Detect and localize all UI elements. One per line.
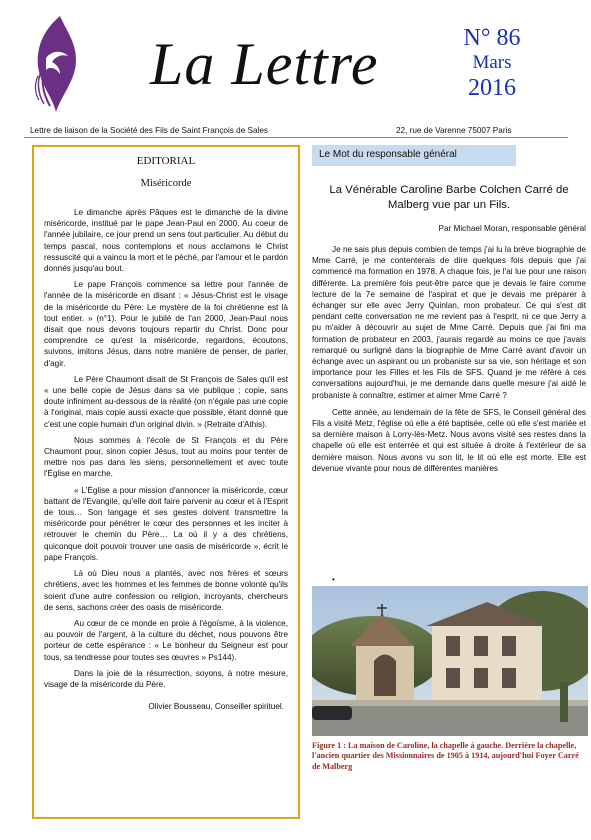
editorial-paragraph: Le dimanche après Pâques est le dimanche de la divine miséricorde, institué par le pape Jean-Paul en 2000. Au coeur de l'année jubilaire, ce jour prend un sens tout particulier. Au début du temps pascal, nous contemplons et nous acclamons le Christ ressuscité qui a vaincu la mort et le péché, par l'amour et le pardon donnés jusqu'au bout. — [44, 208, 288, 274]
issue-number: N° 86 — [463, 25, 521, 51]
masthead-title: La Lettre — [150, 31, 379, 97]
header-divider — [24, 137, 568, 138]
society-address: 22, rue de Varenne 75007 Paris — [396, 126, 512, 135]
issue-info — [452, 24, 532, 102]
editorial-paragraph: Au cœur de ce monde en proie à l'égoïsme, à la violence, au pouvoir de l'argent, à la culture du déchet, nous pouvons être porteur de cette espérance : « Le bonheur du Seigneur est pour tous, sa tendresse pour toutes ses œuvres » Ps144). — [44, 618, 288, 662]
editorial-subtitle: Miséricorde — [140, 178, 192, 189]
editorial-paragraph: « L'Église a pour mission d'annoncer la miséricorde, cœur battant de l'Evangile, qu'elle doit faire parvenir au cœur et à l'Esprit de tous… Son langage et ses gestes doivent transmettre la miséricorde pour pénétrer le cœur des personnes et les inciter à retrouver le chemin du Père… La où il y a des chrétiens, quiconque doit pouvoir trouver une oasis de miséricorde », écrit le pape François. — [44, 485, 288, 562]
issue-year: 2016 — [468, 75, 516, 101]
photo-caption: Figure 1 : La maison de Caroline, la chapelle à gauche. Derrière la chapelle, l'ancien quartier des Missionnaires de 1905 à 1914, aujourd'hui Foyer Carré de Malberg — [312, 741, 579, 771]
society-subtitle: Lettre de liaison de la Société des Fils de Saint François de Sales — [30, 126, 269, 135]
house-and-chapel-photo — [312, 586, 588, 736]
section-label: Le Mot du responsable général — [312, 145, 516, 166]
article-paragraph: Je ne sais plus depuis combien de temps j'ai lu la brève biographie de Mme Carré, je me contenterais de dire quelques fois depuis que j'ai commencé ma formation en 1978. A chaque fois, je l'ai lue pour une raison différente. La première fois peut-être parce que je devais le faire comme lecture de la 7e semaine de l'aspirat et que je devais me préparer à échanger sur elle avec Jerry Quinlan, mon probateur. Ce qui s'est dit pendant cette conversation ne me revient pas à l'esprit, ni ce que Jerry a pu m'aider à découvrir au sujet de Mme Carré. Depuis que j'ai fini ma formation de probateur en 2003, j'aurais regardé au moins ce que j'avais remarqué ou surligné dans la biographie de Mme Carré avant d'avoir un échange avec un aspirant ou un probaniste sur sa vie, son héritage et son importance pour les Filles et les Fils de SFS. Quand je me réfère à ces conversations aujourd'hui, je me demande dans quelle mesure j'ai aidé le probaniste à connaître, estimer et aimer Mme Carré ? — [312, 245, 586, 400]
list-bullet: • — [332, 575, 335, 584]
editorial-box — [32, 145, 300, 819]
article-paragraph: Cette année, au lendemain de la fête de SFS, le Conseil général des Fils a visité Metz, l'église où elle a été baptisée, celle où elle s'est mariée et sa dernière maison à Lorry-lès-Metz. Nous avons visité ses restes dans la chapelle où elle est enterrée et qui est située à droite à l'extérieur de sa dernière maison. Nous avons vu son lit, le lit où elle est morte. Elle est devenue vivante pour nous de différentes manières — [312, 407, 586, 473]
editorial-paragraph: Le Père Chaumont disait de St François de Sales qu'il est « une belle copie de Jésus dans sa vie publique ; copie, sans doute infiniment au-dessous de la réalité (on n'égale pas une copie à l'original, mais copie aussi exacte que possible, étant donné que c'est une copie humain d'un original divin. » (Retraite d'Athis). — [44, 374, 288, 429]
editorial-signature: Olivier Bousseau, Conseiller spirituel. — [148, 702, 284, 712]
editorial-title: EDITORIAL — [136, 155, 196, 167]
editorial-paragraph: Nous sommes à l'école de St François et du Père Chaumont pour, sinon copier Jésus, tout au moins pour tenter de mettre nos pas dans les siens, personnellement et avec toute l'Église en marche. — [44, 435, 288, 479]
article-title: La Vénérable Caroline Barbe Colchen Carré de Malberg vue par un Fils. — [329, 184, 569, 211]
editorial-paragraph: Dans la joie de la résurrection, soyons, à notre mesure, visage de la miséricorde du Père. — [44, 668, 288, 689]
article-byline: Par Michael Moran, responsable général — [438, 224, 586, 233]
article-body — [312, 244, 586, 480]
issue-month: Mars — [472, 52, 512, 73]
society-flame-logo-icon — [26, 14, 82, 114]
editorial-paragraph: Là où Dieu nous a plantés, avec nos frères et sœurs chrétiens, avec les hommes et les femmes de bonne volonté qu'ils soient d'une autre confession ou religion, incroyants, chercheurs de sens, sachons créer des oasis de miséricorde. — [44, 569, 288, 612]
editorial-paragraph: Le pape François commence sa lettre pour l'année de l'année de la miséricorde en disant : « Jésus-Christ est le visage de la miséricorde du Père. Le mystère de la foi chrétienne est là tout entier. » (n°1). Pour le jubilé de l'an 2000, Jean-Paul nous disait que nous devons toujours repartir du Christ. Donc pour comprendre ce qu'est la miséricorde, regardons, écoutons, suivons, imitons Jésus, dans notre manière de penser, de parler, d'agir. — [44, 280, 288, 368]
